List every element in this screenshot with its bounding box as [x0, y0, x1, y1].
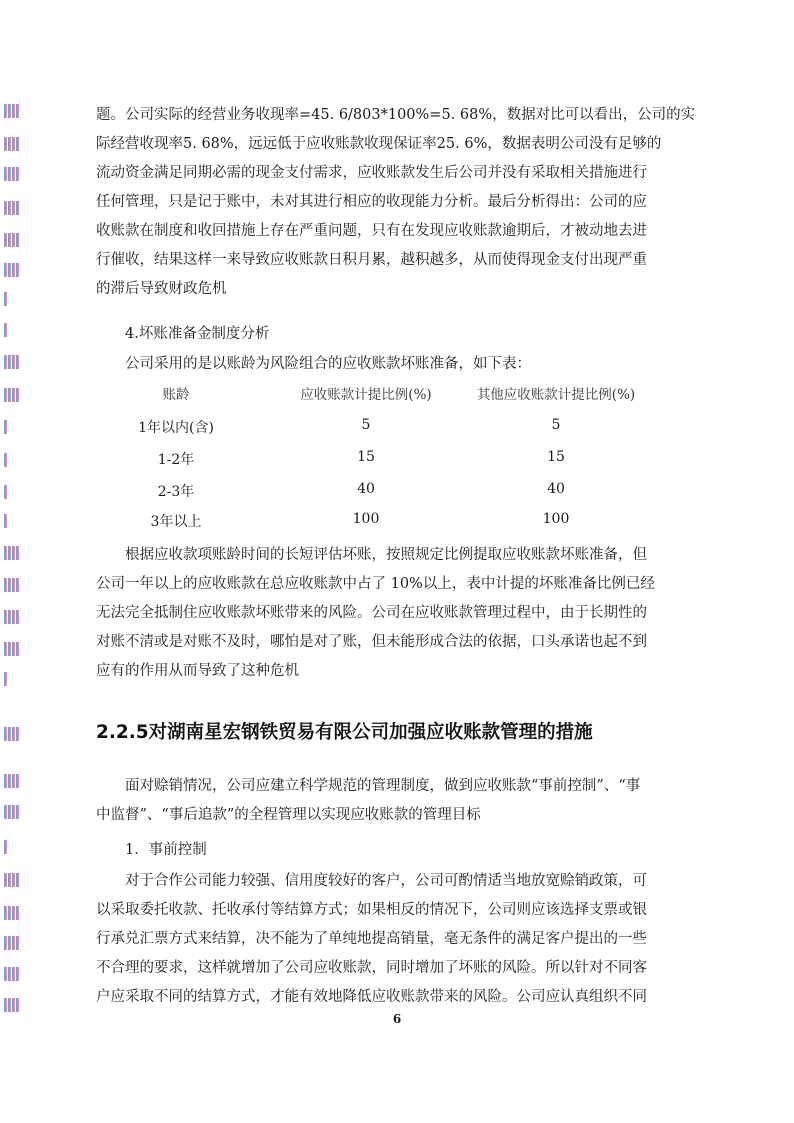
- text-line: 流动资金满足同期必需的现金支付需求，应收账款发生后公司并没有采取相关措施进行: [96, 165, 647, 181]
- page-number: 6: [392, 1012, 402, 1026]
- margin-mark: [4, 774, 20, 788]
- text-line: 任何管理，只是记于账中，未对其进行相应的收现能力分析。最后分析得出：公司的应: [96, 194, 647, 210]
- aging-cell: 2-3年: [157, 484, 195, 500]
- text-line: 面对赊销情况，公司应建立科学规范的管理制度，做到应收账款“事前控制”、“事: [125, 778, 641, 794]
- margin-mark: [4, 233, 20, 247]
- other-ratio-cell: 100: [542, 511, 570, 527]
- text-line: 根据应收款项账龄时间的长短评估坏账，按照规定比例提取应收账款坏账准备，但: [125, 547, 647, 563]
- aging-cell: 1-2年: [157, 452, 195, 468]
- text-line: 无法完全抵制住应收账款坏账带来的风险。公司在应收账款管理过程中，由于长期性的: [96, 605, 647, 621]
- paragraph-management-system: [96, 772, 700, 830]
- header-receivable-ratio: 应收账款计提比例(%): [300, 387, 432, 403]
- margin-mark: [4, 578, 20, 592]
- other-ratio-cell: 40: [547, 481, 565, 497]
- margin-mark: [4, 998, 20, 1012]
- subheading-prior-control: 1．事前控制: [125, 842, 207, 858]
- text-line: 际经营收现率5. 68%，远远低于应收账款收现保证率25. 6%，数据表明公司没有足够的: [96, 136, 662, 152]
- text-line: 户应采取不同的结算方式，才能有效地降低应收账款带来的风险。公司应认真组织不同: [96, 989, 647, 1005]
- margin-mark: [4, 873, 20, 887]
- section-heading: 2.2.5对湖南星宏钢铁贸易有限公司加强应收账款管理的措施: [96, 722, 593, 743]
- margin-mark: [4, 642, 20, 656]
- receivable-ratio-cell: 40: [357, 481, 375, 497]
- margin-mark: [4, 292, 8, 306]
- margin-mark: [4, 936, 20, 950]
- text-line: 收账款在制度和收回措施上存在严重问题，只有在发现应收账款逾期后，才被动地去进: [96, 223, 647, 239]
- margin-mark: [4, 672, 8, 686]
- text-line: 对于合作公司能力较强、信用度较好的客户，公司可酌情适当地放宽赊销政策，可: [125, 873, 647, 889]
- aging-cell: 3年以上: [150, 514, 202, 530]
- table-row: [96, 417, 700, 447]
- margin-mark: [4, 453, 8, 467]
- table-row: [96, 449, 700, 479]
- margin-mark: [4, 201, 20, 215]
- receivable-ratio-cell: 100: [352, 511, 380, 527]
- margin-mark: [4, 263, 20, 277]
- text-line: 对账不清或是对账不及时，哪怕是对了账，但未能形成合法的依据，口头承诺也起不到: [96, 634, 647, 650]
- text-line: 应有的作用从而导致了这种危机: [96, 663, 299, 679]
- margin-mark: [4, 514, 8, 528]
- margin-mark: [4, 546, 20, 560]
- text-line: 的滞后导致财政危机: [96, 281, 227, 297]
- other-ratio-cell: 15: [547, 449, 565, 465]
- text-line: 公司一年以上的应收账款在总应收账款中占了 10%以上，表中计提的坏账准备比例已经: [96, 576, 655, 592]
- text-line: 以采取委托收款、托收承付等结算方式；如果相反的情况下，公司则应该选择支票或银: [96, 902, 647, 918]
- table-intro-line: 公司采用的是以账龄为风险组合的应收账款坏账准备，如下表：: [125, 356, 531, 372]
- margin-mark: [4, 610, 20, 624]
- table-row: [96, 481, 700, 511]
- paragraph-settlement-methods: [96, 867, 700, 1012]
- paragraph-bad-debt-risk: [96, 541, 700, 686]
- header-aging: 账龄: [162, 387, 190, 403]
- other-ratio-cell: 5: [551, 417, 561, 433]
- text-line: 行承兑汇票方式来结算，决不能为了单纯地提高销量，毫无条件的满足客户提出的一些: [96, 931, 647, 947]
- margin-scan-marks: [4, 0, 24, 1123]
- text-line: 不合理的要求，这样就增加了公司应收账款，同时增加了坏账的风险。所以针对不同客: [96, 960, 647, 976]
- margin-mark: [4, 137, 20, 151]
- text-line: 题。公司实际的经营业务收现率=45. 6/803*100%=5. 68%，数据对比可以看出，公司的实: [96, 107, 696, 123]
- subheading-bad-debt-reserve: 4.坏账准备金制度分析: [125, 326, 270, 342]
- margin-mark: [4, 323, 8, 337]
- margin-mark: [4, 420, 8, 434]
- margin-mark: [4, 967, 20, 981]
- text-line: 中监督”、“事后追款”的全程管理以实现应收账款的管理目标: [96, 807, 481, 823]
- margin-mark: [4, 906, 20, 920]
- paragraph-cash-collection-analysis: [96, 101, 700, 304]
- margin-mark: [4, 840, 8, 854]
- receivable-ratio-cell: 5: [361, 417, 371, 433]
- margin-mark: [4, 805, 20, 819]
- aging-cell: 1年以内(含): [138, 420, 214, 436]
- margin-mark: [4, 388, 20, 402]
- table-header-row: [96, 383, 700, 413]
- table-row: [96, 511, 700, 541]
- margin-mark: [4, 485, 8, 499]
- receivable-ratio-cell: 15: [357, 449, 375, 465]
- text-line: 行催收，结果这样一来导致应收账款日积月累，越积越多，从而使得现金支付出现严重: [96, 252, 647, 268]
- margin-mark: [4, 355, 20, 369]
- header-other-receivable-ratio: 其他应收账款计提比例(%): [476, 387, 636, 403]
- margin-mark: [4, 104, 20, 118]
- margin-mark: [4, 167, 20, 181]
- margin-mark: [4, 727, 20, 741]
